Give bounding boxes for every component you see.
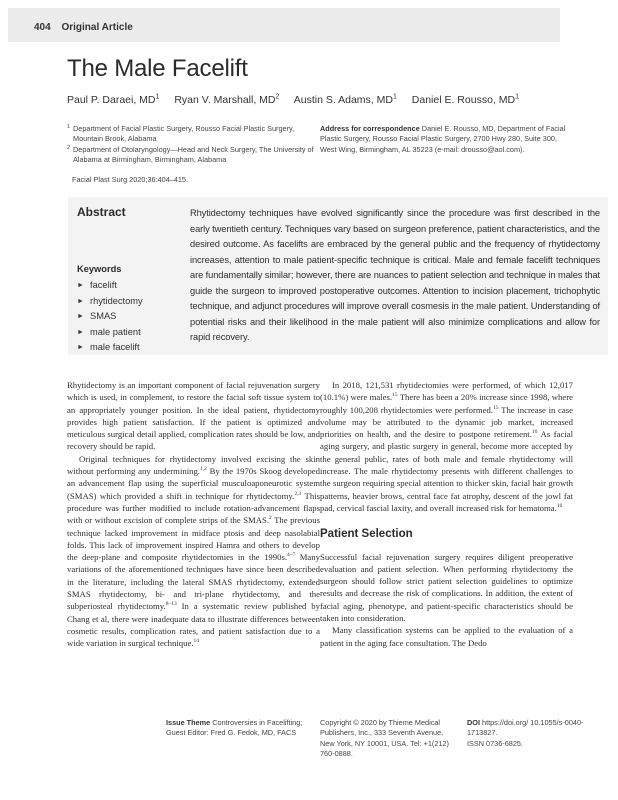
paragraph: In 2018, 121,531 rhytidectomies were performed, of which 12,017 (10.1%) were males.$^{15}$ There has been a 20% increase since 1998, where roughly 100,208 rhytidectomies were performed.$^{15}$ The increase in case volume may be attributed to the dynamic job market, increased priorities on health, and the desire to postpone retirement.$^{16}$ As facial aging surgery, and plastic surgery in general, become more accepted by the general public, rates of both male and female rhytidectomy will increase. The male rhytidectomy presents with different challenges to the surgeon requiring special attention to thicker skin, facial hair growth patterns, heavier brows, central face fat atrophy, descent of the jowl fat pad, cervical fascial laxity, and overall increased risk for hematoma.$^{16}$ xyxy=(320,380,574,513)
paragraph: Successful facial rejuvenation surgery requires diligent preoperative evaluation and patient selection. When performing rhytidectomy the surgeon should follow strict patient selection guidelines to optimize results and decrease the risk of complications. In addition, the extent of facial aging, phenotype, and patient-specific characteristics should be taken into consideration. xyxy=(320,551,573,624)
body-column-right xyxy=(320,379,573,649)
arrow-bullet-icon: ► xyxy=(77,297,84,305)
abstract-text: Rhytidectomy techniques have evolved significantly since the procedure was first described in the early twentieth century. Techniques vary based on surgeon preference, patient characteristics, and the desired outcome. As facelifts are embraced by the general public and the frequency of rhytidectomy increases, attention to male patient-specific technique is critical. Male and female facelift techniques are fundamentally similar; however, there are nuances to patient selection and technique in males that guide the surgeon to improved postoperative outcomes. Attention to incision placement, trichophytic technique, and adjunct procedures will improve overall cosmesis in the male patient. Understanding of potential risks and their likelihood in the male patient will also minimize complications and allow for rapid recovery. xyxy=(190,208,600,342)
reference-citation: 16 xyxy=(531,429,538,436)
affiliations xyxy=(67,124,317,165)
keyword: ► SMAS xyxy=(77,309,143,325)
arrow-bullet-icon: ► xyxy=(77,328,84,336)
running-header xyxy=(34,22,133,33)
footer-issue-theme: Issue Theme Controversies in Facelifting; Guest Editor: Fred G. Fedok, MD, FACS xyxy=(166,718,303,738)
arrow-bullet-icon: ► xyxy=(77,344,84,351)
correspondence-label: Address for correspondence xyxy=(320,124,420,133)
keywords-heading: Keywords xyxy=(77,264,122,274)
abstract-heading: Abstract xyxy=(77,205,126,219)
arrow-bullet-icon: ► xyxy=(77,282,84,289)
affiliation: 1 Department of Facial Plastic Surgery, Rousso Facial Plastic Surgery, Mountain Brook, Alabama xyxy=(67,124,295,144)
keyword: ► rhytidectomy xyxy=(77,294,143,310)
reference-citation: 8–13 xyxy=(165,601,177,608)
reference-citation: 1,2 xyxy=(199,466,207,473)
article-title: The Male Facelift xyxy=(67,55,248,82)
reference-citation: 15 xyxy=(493,404,499,411)
affiliation: 2 Department of Otolaryngology—Head and Neck Surgery, The University of Alabama at Birmingham, Birmingham, Alabama xyxy=(67,144,314,164)
body-column-left xyxy=(67,379,320,650)
reference-citation: 14 xyxy=(193,638,199,645)
arrow-bullet-icon: ► xyxy=(77,313,84,320)
keyword: ► male patient xyxy=(77,325,143,341)
reference-citation: 4–7 xyxy=(287,552,296,559)
paragraph: Rhytidectomy is an important component of facial rejuvenation surgery which is used, in complement, to restore the facial soft tissue system to an appropriately younger position. In the ideal patient, rhytidectomy provides high patient satisfaction. If the patient is optimized and meticulous surgical detail applied, complication rates should be low, and recovery should be rapid. xyxy=(67,380,320,452)
author: Daniel E. Rousso, $MD^1$ xyxy=(411,93,519,106)
reference-citation: 2,3 xyxy=(294,490,302,497)
section-heading: Patient Selection xyxy=(320,528,413,541)
author: Paul P. Daraei, $MD^1$ xyxy=(67,93,160,106)
doi-link[interactable]: https://doi.org/ 10.1055/s-0040-1713827. xyxy=(467,718,584,738)
author: Austin S. Adams, $MD^1$ xyxy=(293,93,397,106)
reference-citation: 2 xyxy=(269,515,272,522)
keyword: ► facelift xyxy=(77,278,143,294)
journal-citation: Facial Plast Surg 2020;36:404–415. xyxy=(72,175,189,184)
paragraph: Original techniques for rhytidectomy involved excising the skin without performing any undermining.$^{1,2}$ By the 1970s Skoog developed an advancement flap using the superficial musculoaponeurotic system (SMAS) which provided a shift in technique for rhytidectomy.$^{2,3}$ This procedure was further modified to include rotation-advancement flaps with or without excision of complete strips of the SMAS.$^2$ The previous technique lacked improvement in midface ptosis and deep nasolabial folds. This lack of improvement inspired Hamra and others to develop the deep-plane and composite rhytidectomies in the 1990s.$^{4-7}$ Many variations of the aforementioned techniques have since been described in the literature, including the lateral SMAS rhytidectomy, extended SMAS rhytidectomy, bi- and tri-plane rhytidectomy, and the subperiosteal rhytidectomy.$^{8-13}$ In a systematic review published by Chang et al, there were inadequate data to illustrate differences between cosmetic results, complication rates, and patient satisfaction due to a wide variation in surgical technique.$^{14}$ xyxy=(67,453,320,649)
article-type: Original Article xyxy=(61,22,133,33)
reference-citation: 15 xyxy=(392,392,398,399)
keyword: ► male facelift xyxy=(77,340,143,356)
footer-doi: DOI https://doi.org/ 10.1055/s-0040-1713827. ISSN 0736-6825. xyxy=(467,718,584,748)
correspondence-address xyxy=(320,124,570,155)
author-list xyxy=(67,93,531,106)
page-number: 404 xyxy=(34,22,51,33)
footer-copyright: Copyright © 2020 by Thieme Medical Publishers, Inc., 333 Seventh Avenue, New York, NY 10001, USA. Tel: +1(212) 760-0888. xyxy=(320,718,449,758)
correspondence-text: Daniel E. Rousso, MD, Department of Facial Plastic Surgery, Rousso Facial Plastic Surgery, 2700 Hwy 280, Suite 300, West Wing, Birmingham, AL 35223 (e-mail: drousso@aol.com). xyxy=(320,124,566,154)
reference-citation: 16 xyxy=(556,503,563,510)
author: Ryan V. Marshall, $MD^2$ xyxy=(174,93,280,106)
keywords-list xyxy=(77,278,143,356)
paragraph: Many classification systems can be applied to the evaluation of a patient in the aging face consultation. The Dedo xyxy=(320,625,573,648)
